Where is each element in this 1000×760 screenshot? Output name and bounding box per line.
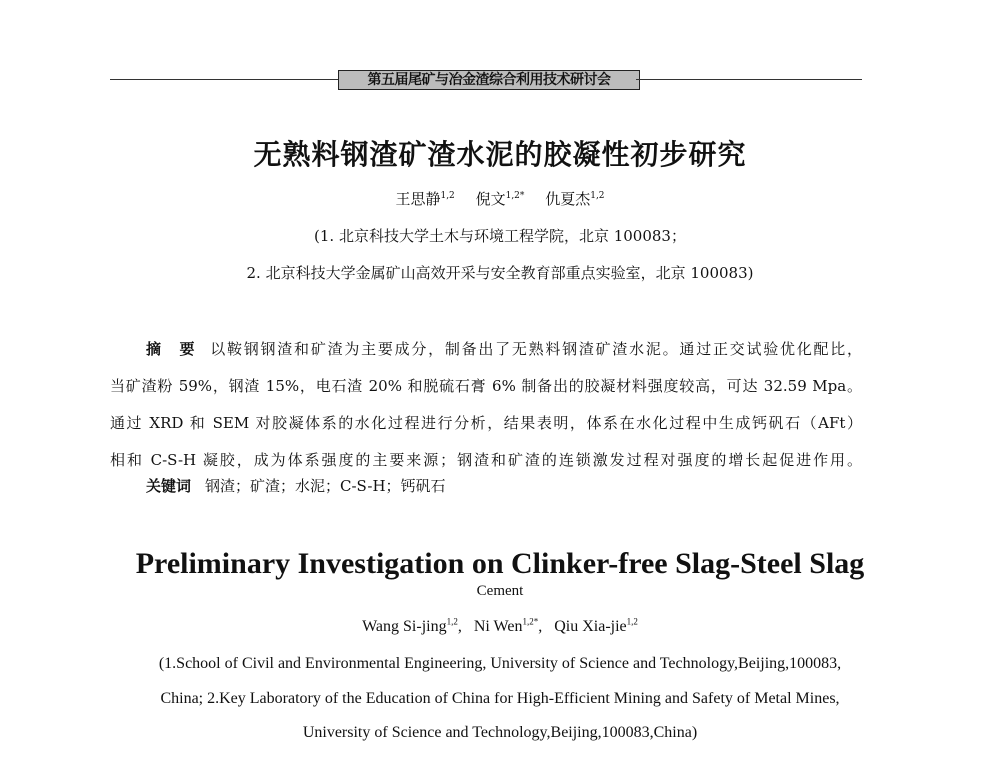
author-affiliation-mark: 1,2* [505, 191, 525, 201]
chinese-abstract [110, 331, 862, 479]
english-authors [0, 617, 1000, 637]
keywords-label: 关键词 [146, 477, 192, 495]
english-title-continuation: Cement [476, 583, 524, 599]
chinese-authors [0, 189, 1000, 209]
abstract-line: 当矿渣粉 59%，钢渣 15%，电石渣 20% 和脱硫石膏 6% 制备出的胶凝材料强度较高，可达 32.59 Mpa。 [110, 377, 862, 395]
author-affiliation-mark: 1,2 [446, 616, 458, 627]
english-affiliation-line: University of Science and Technology,Beijing,100083,China) [302, 724, 698, 741]
english-author [362, 618, 462, 635]
english-affiliation-line: China; 2.Key Laboratory of the Education of China for High-Efficient Mining and Safety of Metal Mines, [160, 690, 840, 707]
english-title: Preliminary Investigation on Clinker-free Slag-Steel Slag [135, 547, 865, 580]
chinese-title: 无熟料钢渣矿渣水泥的胶凝性初步研究 [253, 138, 747, 171]
chinese-author [395, 190, 454, 208]
author-separator: , [538, 618, 543, 635]
author-separator: , [457, 618, 462, 635]
header-rule-right [636, 79, 862, 80]
abstract-label: 摘 要 [146, 340, 197, 358]
author-name: 仇夏杰 [545, 190, 591, 208]
chinese-affiliation-line: 2. 北京科技大学金属矿山高效开采与安全教育部重点实验室，北京 100083) [246, 264, 754, 282]
keywords-text: 钢渣；矿渣；水泥；C-S-H；钙矾石 [205, 477, 446, 495]
author-name: Ni Wen [473, 618, 523, 635]
author-affiliation-mark: 1,2* [522, 616, 539, 627]
abstract-line: 相和 C-S-H 凝胶，成为体系强度的主要来源；钢渣和矿渣的连锁激发过程对强度的增长起促进作用。 [110, 451, 862, 469]
chinese-affiliation-line: (1. 北京科技大学土木与环境工程学院，北京 100083； [314, 227, 686, 245]
abstract-text: 以鞍钢钢渣和矿渣为主要成分，制备出了无熟料钢渣矿渣水泥。通过正交试验优化配比， [210, 340, 862, 358]
english-author [554, 618, 638, 635]
abstract-line: 通过 XRD 和 SEM 对胶凝体系的水化过程进行分析，结果表明，体系在水化过程中生成钙矾石（AFt） [110, 414, 862, 432]
author-name: 倪文 [475, 190, 506, 208]
conference-banner: 第五届尾矿与冶金渣综合利用技术研讨会 [338, 70, 640, 90]
author-name: 王思静 [395, 190, 441, 208]
abstract-line [110, 331, 862, 368]
english-author [474, 618, 542, 635]
chinese-author [545, 190, 604, 208]
header-rule-left [110, 79, 342, 80]
author-name: Wang Si-jing [362, 618, 447, 635]
chinese-author [476, 190, 525, 208]
english-affiliation-line: (1.School of Civil and Environmental Engineering, University of Science and Technology,Beijing,100083, [158, 655, 842, 672]
author-affiliation-mark: 1,2 [626, 616, 638, 627]
author-name: Qiu Xia-jie [554, 618, 627, 635]
author-affiliation-mark: 1,2 [440, 191, 455, 201]
author-affiliation-mark: 1,2 [590, 191, 605, 201]
chinese-keywords [146, 475, 446, 497]
